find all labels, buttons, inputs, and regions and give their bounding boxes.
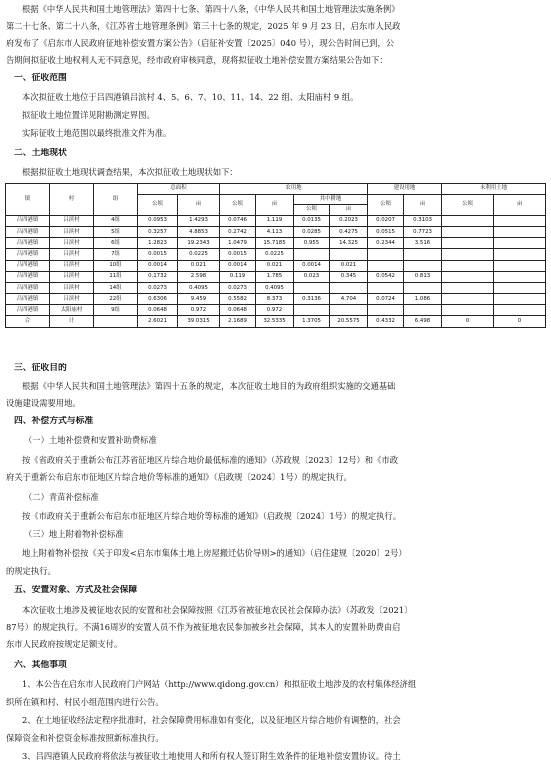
table-cell — [94, 316, 138, 328]
table-cell — [442, 260, 494, 271]
table-cell: 0.0207 — [368, 215, 404, 226]
header-town: 镇 — [6, 184, 50, 216]
body-line: 87号）的规定执行。不满16周岁的安置人员不作为被征地农民参加被乡社会保障，其本人的安置补助费由启 — [6, 622, 401, 632]
table-cell: 11组 — [94, 271, 138, 282]
table-cell: 6组 — [94, 238, 138, 249]
table-cell: 0.6306 — [138, 294, 178, 305]
intro-line: 第二十七条、第二十八条，《江苏省土地管理条例》第三十七条的规定，2025 年 9 月 23 日，启东市人民政 — [6, 21, 401, 31]
table-cell — [330, 282, 368, 293]
table-cell: 1.785 — [256, 271, 294, 282]
table-cell: 0.2344 — [368, 238, 404, 249]
subheading: （一）土地补偿费和安置补助费标准 — [24, 435, 157, 445]
table-cell: 0.4095 — [256, 282, 294, 293]
table-cell — [494, 226, 546, 237]
table-cell: 0.5582 — [220, 294, 256, 305]
table-cell: 吕四港镇 — [6, 215, 50, 226]
table-cell — [294, 282, 330, 293]
table-cell — [368, 260, 404, 271]
table-cell: 9组 — [94, 305, 138, 316]
table-cell: 吕滨村 — [50, 238, 94, 249]
table-cell: 1.4293 — [178, 215, 220, 226]
table-cell: 吕四港镇 — [6, 305, 50, 316]
table-cell: 0.0746 — [220, 215, 256, 226]
table-cell: 0.345 — [330, 271, 368, 282]
body-line: 3、吕四港镇人民政府将依法与被征收土地使用人和所有权人签订附生效条件的征地补偿安置协议。待土 — [22, 751, 401, 761]
table-cell — [368, 305, 404, 316]
table-cell: 0.4095 — [178, 282, 220, 293]
table-cell: 0.0953 — [138, 215, 178, 226]
table-cell — [368, 282, 404, 293]
table-cell: 1.119 — [256, 215, 294, 226]
table-cell: 7组 — [94, 249, 138, 260]
header-farmland: 农用地 — [220, 184, 368, 195]
table-cell — [442, 215, 494, 226]
table-cell: 0.0648 — [138, 305, 178, 316]
table-cell: 2.6021 — [138, 316, 178, 328]
table-cell: 0.0014 — [294, 260, 330, 271]
section-heading-land-status: 二、土地现状 — [14, 148, 67, 158]
body-line: 府关于重新公布启东市征地区片综合地价等标准的通知》（启政规〔2024〕1号）的规定执行。 — [6, 472, 352, 482]
table-cell: 0.955 — [294, 238, 330, 249]
header-unused: 未利用土地 — [442, 184, 546, 195]
table-cell: 4组 — [94, 215, 138, 226]
table-cell: 吕滨村 — [50, 249, 94, 260]
unit-hectare: 公顷 — [368, 194, 404, 215]
body-line: 本次征收土地涉及被征地农民的安置和社会保障按照《江苏省被征地农民社会保障办法》（苏政发〔2021〕 — [22, 605, 413, 615]
table-cell: 0.119 — [220, 271, 256, 282]
table-total-row — [6, 316, 546, 328]
table-cell: 吕滨村 — [50, 215, 94, 226]
table-cell: 1.086 — [404, 294, 442, 305]
table-cell: 0.972 — [178, 305, 220, 316]
table-cell: 8.373 — [256, 294, 294, 305]
table-cell: 22组 — [94, 294, 138, 305]
table-cell — [442, 271, 494, 282]
table-cell: 0.0225 — [178, 249, 220, 260]
subheading: （三）地上附着物补偿标准 — [24, 529, 124, 539]
table-row — [6, 249, 546, 260]
table-cell: 1.0479 — [220, 238, 256, 249]
table-row — [6, 226, 546, 237]
table-cell: 0 — [442, 316, 494, 328]
table-cell: 吕滨村 — [50, 294, 94, 305]
unit-hectare: 公顷 — [442, 194, 494, 215]
body-line: 地上附着物补偿按《关于印发<启东市集体土地上房屋搬迁估价导则>的通知》（启住建规〔2020〕2号） — [22, 548, 407, 558]
table-cell: 15.7185 — [256, 238, 294, 249]
table-cell: 吕四港镇 — [6, 271, 50, 282]
table-cell: 1.3705 — [294, 316, 330, 328]
body-line: 保障资金和补偿资金标准按照新标准执行。 — [6, 733, 164, 743]
table-row — [6, 238, 546, 249]
table-cell — [494, 305, 546, 316]
table-cell: 0.4332 — [368, 316, 404, 328]
table-row — [6, 215, 546, 226]
table-cell — [442, 238, 494, 249]
table-row — [6, 260, 546, 271]
section-heading-resettlement: 五、安置对象、方式及社会保障 — [14, 585, 138, 595]
table-cell: 0.3136 — [294, 294, 330, 305]
total-label: 计 — [50, 316, 94, 328]
table-cell: 吕滨村 — [50, 260, 94, 271]
table-cell — [330, 305, 368, 316]
subheading: （二）青苗补偿标准 — [24, 492, 99, 502]
table-cell: 0.3257 — [138, 226, 178, 237]
table-cell — [494, 271, 546, 282]
table-cell — [494, 294, 546, 305]
body-line: 实际征收土地范围以最终批准文件为准。 — [22, 128, 172, 138]
table-cell: 0.0273 — [138, 282, 178, 293]
table-cell: 0.1732 — [138, 271, 178, 282]
table-cell — [404, 305, 442, 316]
section-heading-compensation: 四、补偿方式与标准 — [14, 416, 94, 426]
table-cell: 0.0542 — [368, 271, 404, 282]
table-cell: 2.1689 — [220, 316, 256, 328]
body-line: 东市人民政府按规定足额支付。 — [6, 639, 123, 649]
table-cell: 0.0515 — [368, 226, 404, 237]
table-cell: 吕四港镇 — [6, 249, 50, 260]
table-cell — [294, 249, 330, 260]
table-cell: 3.516 — [404, 238, 442, 249]
table-row — [6, 305, 546, 316]
table-cell — [494, 215, 546, 226]
unit-mu: 亩 — [404, 194, 442, 215]
table-cell — [404, 260, 442, 271]
header-group: 组 — [94, 184, 138, 216]
body-line: 根据拟征收土地现状调查结果，本次拟征收土地现状如下： — [22, 167, 238, 177]
intro-line: 府发布了《启东市人民政府征地补偿安置方案公告》（启征补安置〔2025〕040 号），现公告时间已到，公 — [6, 38, 395, 48]
intro-line: 告期间拟征收土地权利人无不同意见，经市政府审核同意，现将拟征收土地补偿安置方案结果公告如下： — [6, 55, 388, 65]
table-cell: 吕四港镇 — [6, 260, 50, 271]
table-cell: 4.8853 — [178, 226, 220, 237]
table-cell: 吕滨村 — [50, 226, 94, 237]
table-cell: 4.113 — [256, 226, 294, 237]
table-cell: 0.0135 — [294, 215, 330, 226]
table-cell: 20.5575 — [330, 316, 368, 328]
table-cell: 0.0648 — [220, 305, 256, 316]
table-cell: 0.0273 — [220, 282, 256, 293]
unit-hectare: 公顷 — [220, 194, 256, 215]
table-cell: 6.498 — [404, 316, 442, 328]
table-cell: 0.4275 — [330, 226, 368, 237]
body-line: 2、在土地征收经法定程序批准时，社会保障费用标准如有变化，以及征地区片综合地价有调整的，社会 — [22, 715, 401, 725]
table-cell: 4.704 — [330, 294, 368, 305]
table-cell: 0.2023 — [330, 215, 368, 226]
land-status-table — [5, 183, 546, 328]
table-cell — [494, 238, 546, 249]
table-cell — [442, 294, 494, 305]
table-cell: 吕四港镇 — [6, 294, 50, 305]
table-cell: 吕四港镇 — [6, 282, 50, 293]
table-row — [6, 271, 546, 282]
table-cell — [494, 249, 546, 260]
table-cell: 14.325 — [330, 238, 368, 249]
unit-mu: 亩 — [494, 194, 546, 215]
table-cell: 0.021 — [178, 260, 220, 271]
table-cell: 5组 — [94, 226, 138, 237]
table-cell: 0.0014 — [220, 260, 256, 271]
table-cell — [494, 260, 546, 271]
table-cell — [442, 282, 494, 293]
body-line: 按《省政府关于重新公布江苏省征地区片综合地价最低标准的通知》（苏政规〔2023〕12号）和《市政 — [22, 455, 398, 465]
table-cell: 0.0015 — [138, 249, 178, 260]
table-cell — [404, 249, 442, 260]
table-row — [6, 282, 546, 293]
table-cell — [294, 305, 330, 316]
unit-hectare: 公顷 — [138, 194, 178, 215]
body-line: 织所在镇和村、村民小组范围内进行公告。 — [6, 697, 164, 707]
table-cell — [404, 282, 442, 293]
body-line: 设施建设需要用地。 — [6, 398, 81, 408]
unit-mu: 亩 — [256, 194, 294, 215]
table-cell: 1.2823 — [138, 238, 178, 249]
table-cell: 0.0014 — [138, 260, 178, 271]
header-construction: 建设用地 — [368, 184, 442, 195]
body-line: 按《市政府关于重新公布启东市征地区片综合地价等标准的通知》（启政规〔2024〕1号）的规定执行。 — [22, 511, 402, 521]
section-heading-scope: 一、征收范围 — [14, 73, 67, 83]
body-line: 本次拟征收土地位于吕四港镇吕滨村 4、5、6、7、10、11、14、22 组、太阳庙村 9 组。 — [22, 92, 359, 102]
total-label: 合 — [6, 316, 50, 328]
unit-mu: 亩 — [330, 205, 368, 216]
table-cell: 0.7723 — [404, 226, 442, 237]
body-line: 1、本公告在启东市人民政府门户网站（http://www.qidong.gov.cn）和拟征收土地涉及的农村集体经济组 — [22, 679, 417, 689]
table-cell: 0.0285 — [294, 226, 330, 237]
table-cell: 0.0724 — [368, 294, 404, 305]
table-cell: 0.021 — [256, 260, 294, 271]
table-cell: 吕滨村 — [50, 282, 94, 293]
unit-mu: 亩 — [178, 194, 220, 215]
table-cell: 吕四港镇 — [6, 238, 50, 249]
table-cell — [330, 249, 368, 260]
table-cell: 19.2343 — [178, 238, 220, 249]
unit-hectare: 公顷 — [294, 205, 330, 216]
table-cell: 0.023 — [294, 271, 330, 282]
table-cell: 2.598 — [178, 271, 220, 282]
table-cell: 39.0315 — [178, 316, 220, 328]
body-line: 拟征收土地位置详见附勘测定界图。 — [22, 110, 155, 120]
table-cell: 吕四港镇 — [6, 226, 50, 237]
table-cell: 10组 — [94, 260, 138, 271]
table-cell: 0.3103 — [404, 215, 442, 226]
table-cell: 0.0015 — [220, 249, 256, 260]
intro-line: 根据《中华人民共和国土地管理法》第四十七条、第四十八条，《中华人民共和国土地管理法实施条例》 — [22, 4, 400, 14]
table-cell: 0.813 — [404, 271, 442, 282]
header-village: 村 — [50, 184, 94, 216]
header-total-area: 总面积 — [138, 184, 220, 195]
table-cell: 吕滨村 — [50, 271, 94, 282]
section-heading-purpose: 三、征收目的 — [14, 363, 67, 373]
body-line: 的规定执行。 — [6, 566, 56, 576]
table-cell: 0.021 — [330, 260, 368, 271]
table-cell: 0.0225 — [256, 249, 294, 260]
table-cell: 0 — [494, 316, 546, 328]
body-line: 根据《中华人民共和国土地管理法》第四十五条的规定，本次征收土地目的为政府组织实施的交通基础 — [22, 381, 396, 391]
section-heading-other: 六、其他事项 — [14, 660, 67, 670]
table-cell: 32.5335 — [256, 316, 294, 328]
table-cell: 14组 — [94, 282, 138, 293]
table-row — [6, 294, 546, 305]
table-cell: 0.2742 — [220, 226, 256, 237]
header-cultivated: 其中耕地 — [294, 194, 368, 205]
table-cell — [442, 226, 494, 237]
table-cell — [494, 282, 546, 293]
table-cell — [442, 249, 494, 260]
table-cell: 9.459 — [178, 294, 220, 305]
table-cell: 太阳庙村 — [50, 305, 94, 316]
table-cell — [368, 249, 404, 260]
table-cell — [442, 305, 494, 316]
table-cell: 0.972 — [256, 305, 294, 316]
